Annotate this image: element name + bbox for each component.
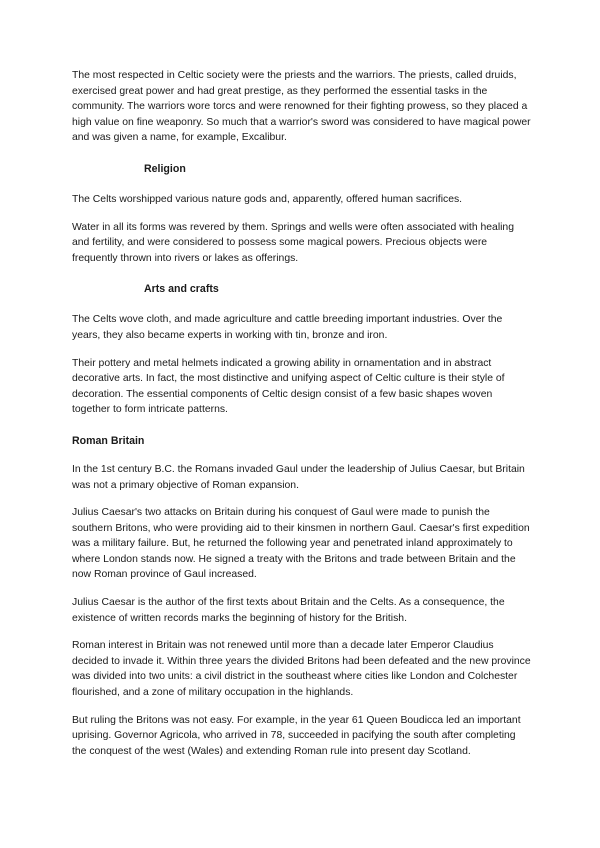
- roman-paragraph-3: Julius Caesar is the author of the first texts about Britain and the Celts. As a consequence, the existence of written records marks the beginning of history for the British.: [72, 597, 505, 624]
- religion-paragraph-2: Water in all its forms was revered by them. Springs and wells were often associated with healing and fertility, and were considered to possess some magical powers. Precious objects were frequently thrown into rivers or lakes as offerings.: [72, 221, 514, 264]
- religion-paragraph-1: The Celts worshipped various nature gods and, apparently, offered human sacrifices.: [72, 193, 463, 205]
- arts-heading: Arts and crafts: [144, 283, 219, 296]
- roman-heading: Roman Britain: [72, 434, 145, 447]
- roman-paragraph-5: But ruling the Britons was not easy. For example, in the year 61 Queen Boudicca led an important uprising. Governor Agricola, who arrived in 78, succeeded in pacifying the south after completing the conquest of the west (Wales) and extending Roman rule into present day Scotland.: [72, 714, 521, 757]
- roman-paragraph-4: Roman interest in Britain was not renewed until more than a decade later Emperor Claudius decided to invade it. Within three years the divided Britons had been defeated and the new province was divided into two units: a civil district in the southeast where cities like London and Colchester flourished, and a zone of military occupation in the highlands.: [72, 640, 531, 699]
- arts-paragraph-1: The Celts wove cloth, and made agriculture and cattle breeding important industries. Over the years, they also became experts in working with tin, bronze and iron.: [72, 314, 503, 341]
- arts-paragraph-2: Their pottery and metal helmets indicated a growing ability in ornamentation and in abstract decorative arts. In fact, the most distinctive and unifying aspect of Celtic culture is their style of decoration. The essential components of Celtic design consist of a few basic shapes woven together to form intricate patterns.: [72, 357, 505, 416]
- intro-paragraph: The most respected in Celtic society were the priests and the warriors. The priests, called druids, exercised great power and had great prestige, as they performed the essential tasks in the community. The warriors wore torcs and were renowned for their fighting prowess, so they placed a high value on fine weaponry. So much that a warrior's sword was considered to have magical power and was given a name, for example, Excalibur.: [72, 70, 531, 144]
- roman-paragraph-2: Julius Caesar's two attacks on Britain during his conquest of Gaul were made to punish the southern Britons, who were providing aid to their kinsmen in northern Gaul. Caesar's first expedition was a military failure. But, he returned the following year and penetrated inland approximately to where London stands now. He signed a treaty with the Britons and trade between Britain and the now Roman province of Gaul increased.: [72, 507, 530, 581]
- document-page: [72, 68, 532, 771]
- roman-paragraph-1: In the 1st century B.C. the Romans invaded Gaul under the leadership of Julius Caesar, but Britain was not a primary objective of Roman expansion.: [72, 463, 525, 491]
- religion-heading: Religion: [144, 162, 186, 175]
